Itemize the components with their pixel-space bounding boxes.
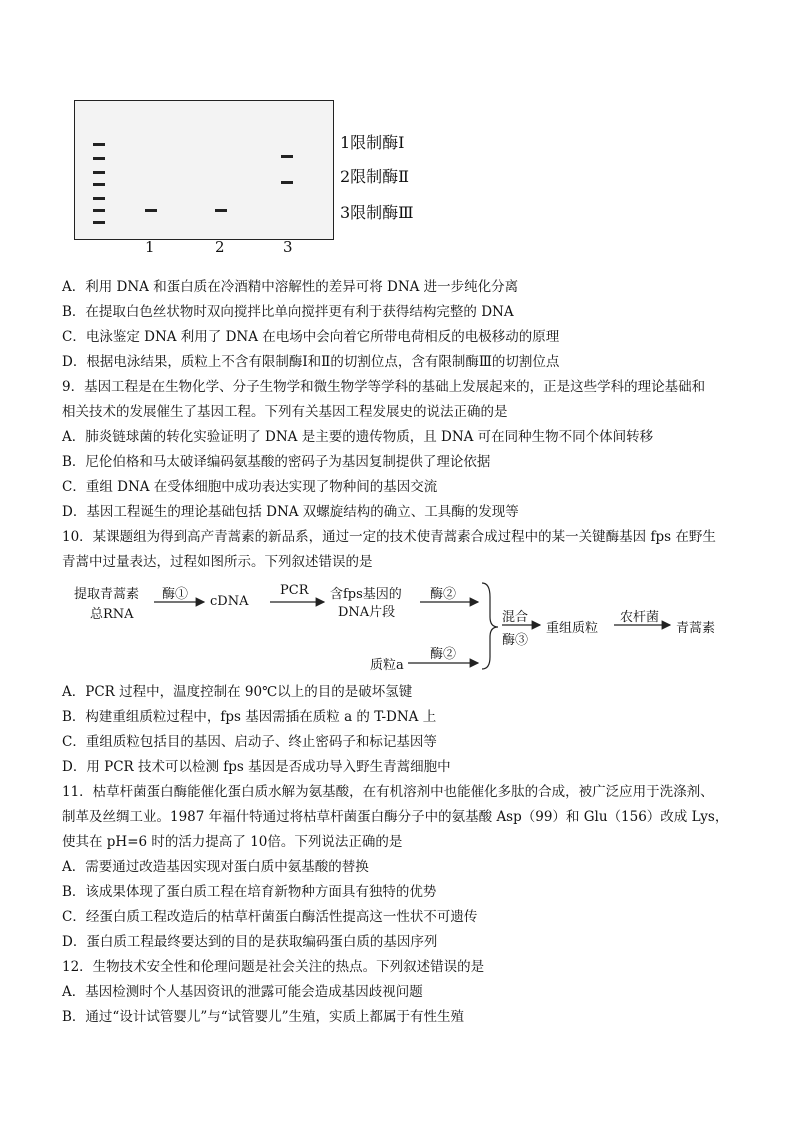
q11-option-c: C．经蛋白质工程改造后的枯草杆菌蛋白酶活性提高这一性状不可遗传 bbox=[62, 909, 478, 925]
q11-stem-3: 使其在 pH=6 时的活力提高了 10倍。下列说法正确的是 bbox=[62, 834, 403, 850]
q11-stem-2: 制革及丝绸工业。1987 年福什特通过将枯草杆菌蛋白酶分子中的氨基酸 Asp（99）和 Glu（156）改成 Lys， bbox=[62, 809, 729, 825]
gel-legend-1: 1限制酶Ⅰ bbox=[340, 133, 405, 152]
ladder-band bbox=[93, 197, 105, 200]
ladder-band bbox=[93, 209, 105, 212]
lane-number-2: 2 bbox=[215, 238, 225, 256]
q9-option-a: A．肺炎链球菌的转化实验证明了 DNA 是主要的遗传物质，且 DNA 可在同种生物不同个体间转移 bbox=[62, 429, 654, 445]
q10-option-a: A．PCR 过程中，温度控制在 90℃以上的目的是破坏氢键 bbox=[62, 684, 413, 700]
gel-legend-2: 2限制酶Ⅱ bbox=[340, 167, 410, 186]
flow-edge-agrobacterium: 农杆菌 bbox=[620, 610, 660, 625]
ladder-band bbox=[93, 157, 105, 160]
q11-option-b: B．该成果体现了蛋白质工程在培育新物种方面具有独特的优势 bbox=[62, 884, 437, 900]
lane1-band bbox=[145, 209, 157, 212]
flow-node-rna-1: 提取青蒿素 bbox=[74, 587, 140, 602]
lane2-band bbox=[215, 209, 227, 212]
q9-option-c: C．重组 DNA 在受体细胞中成功表达实现了物种间的基因交流 bbox=[62, 479, 438, 495]
q10-stem-2: 青蒿中过量表达，过程如图所示。下列叙述错误的是 bbox=[62, 554, 373, 570]
q8-option-c: C．电泳鉴定 DNA 利用了 DNA 在电场中会向着它所带电荷相反的电极移动的原理 bbox=[62, 329, 560, 345]
flow-edge-enzyme1: 酶① bbox=[162, 587, 189, 602]
flow-node-rna-2: 总RNA bbox=[90, 607, 134, 622]
q12-option-b: B．通过“设计试管婴儿”与“试管婴儿”生殖，实质上都属于有性生殖 bbox=[62, 1009, 465, 1025]
q11-option-a: A．需要通过改造基因实现对蛋白质中氨基酸的替换 bbox=[62, 859, 369, 875]
q8-option-a: A．利用 DNA 和蛋白质在冷酒精中溶解性的差异可将 DNA 进一步纯化分离 bbox=[62, 279, 519, 295]
lane3-band bbox=[281, 155, 293, 158]
ladder-band bbox=[93, 143, 105, 146]
q9-stem-1: 9．基因工程是在生物化学、分子生物学和微生物学等学科的基础上发展起来的，正是这些学科的理论基础和 bbox=[62, 379, 706, 395]
q12-stem-1: 12．生物技术安全性和伦理问题是社会关注的热点。下列叙述错误的是 bbox=[62, 959, 485, 975]
flow-edge-enzyme2-bottom: 酶② bbox=[430, 647, 457, 662]
flow-node-recombinant: 重组质粒 bbox=[546, 621, 599, 636]
lane-number-1: 1 bbox=[145, 238, 155, 256]
ladder-band bbox=[93, 221, 105, 224]
flow-node-artemisinin: 青蒿素 bbox=[676, 621, 716, 636]
q10-option-c: C．重组质粒包括目的基因、启动子、终止密码子和标记基因等 bbox=[62, 734, 437, 750]
flow-edge-enzyme2-top: 酶② bbox=[430, 587, 457, 602]
flow-edge-mix: 混合 bbox=[502, 610, 529, 625]
q11-option-d: D．蛋白质工程最终要达到的目的是获取编码蛋白质的基因序列 bbox=[62, 934, 438, 950]
flow-node-cdna: cDNA bbox=[210, 594, 249, 609]
flow-node-dna-1: 含fps基因的 bbox=[330, 587, 402, 602]
ladder-band bbox=[93, 183, 105, 186]
flow-edge-enzyme3: 酶③ bbox=[502, 633, 529, 648]
ladder-band bbox=[93, 171, 105, 174]
q10-option-b: B．构建重组质粒过程中，fps 基因需插在质粒 a 的 T-DNA 上 bbox=[62, 709, 437, 725]
q8-option-b: B．在提取白色丝状物时双向搅拌比单向搅拌更有利于获得结构完整的 DNA bbox=[62, 304, 514, 320]
q10-stem-1: 10．某课题组为得到高产青蒿素的新品系，通过一定的技术使青蒿素合成过程中的某一关键酶基因 fps 在野生 bbox=[62, 529, 716, 545]
process-flow-diagram bbox=[70, 577, 740, 673]
q9-stem-2: 相关技术的发展催生了基因工程。下列有关基因工程发展史的说法正确的是 bbox=[62, 404, 508, 420]
gel-legend-3: 3限制酶Ⅲ bbox=[340, 203, 414, 222]
gel-image bbox=[74, 100, 334, 240]
q12-option-a: A．基因检测时个人基因资讯的泄露可能会造成基因歧视问题 bbox=[62, 984, 423, 1000]
lane-number-3: 3 bbox=[283, 238, 293, 256]
flow-node-plasmid: 质粒a bbox=[370, 658, 404, 673]
q11-stem-1: 11．枯草杆菌蛋白酶能催化蛋白质水解为氨基酸，在有机溶剂中也能催化多肽的合成，被广泛应用于洗涤剂、 bbox=[62, 784, 714, 800]
q9-option-d: D．基因工程诞生的理论基础包括 DNA 双螺旋结构的确立、工具酶的发现等 bbox=[62, 504, 519, 520]
lane3-band bbox=[281, 181, 293, 184]
q9-option-b: B．尼伦伯格和马太破译编码氨基酸的密码子为基因复制提供了理论依据 bbox=[62, 454, 491, 470]
q10-option-d: D．用 PCR 技术可以检测 fps 基因是否成功导入野生青蒿细胞中 bbox=[62, 759, 451, 775]
q8-option-d: D．根据电泳结果，质粒上不含有限制酶Ⅰ和Ⅱ的切割位点，含有限制酶Ⅲ的切割位点 bbox=[62, 354, 560, 370]
flow-edge-pcr: PCR bbox=[280, 583, 309, 598]
flow-node-dna-2: DNA片段 bbox=[338, 605, 396, 620]
